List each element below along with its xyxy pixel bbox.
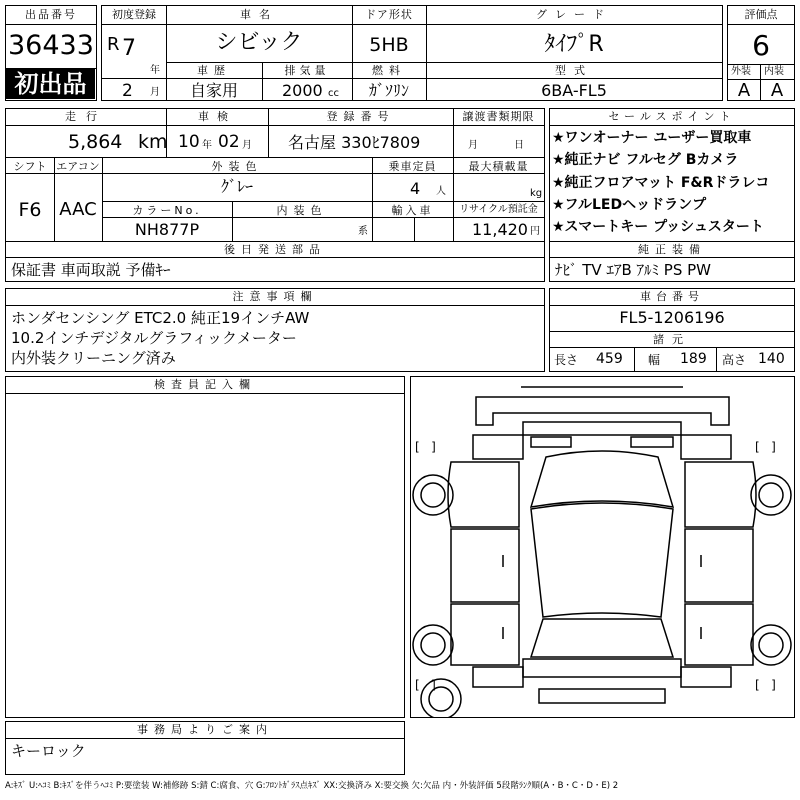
inspection-year-suffix: 年	[202, 140, 212, 151]
recycle-unit: 円	[530, 226, 540, 237]
fuel-label: 燃料	[372, 64, 406, 77]
year-suffix: 年	[150, 65, 160, 76]
score-box	[727, 5, 795, 101]
int-color-label: 内装色	[276, 204, 328, 217]
notes-line-1: ホンダセンシング ETC2.0 純正19インチAW	[11, 309, 310, 327]
parts-value: 保証書 車両取説 予備ｷｰ	[11, 261, 171, 279]
int-color-unit: 系	[358, 226, 368, 237]
capacity-value: 4	[410, 179, 421, 198]
sales-item-5: ★スマートキー プッシュスタート	[552, 219, 764, 235]
ac-label: エアコン	[56, 160, 100, 173]
inspector-box	[5, 376, 405, 718]
chassis-box	[549, 288, 795, 372]
displacement-label: 排気量	[284, 64, 330, 77]
office-label: 事務局よりご案内	[137, 723, 273, 736]
inspection-month-suffix: 月	[242, 140, 252, 151]
ac-value: AAC	[59, 199, 97, 220]
capacity-label: 乗車定員	[388, 160, 437, 173]
bracket-mark: [ ]	[415, 678, 436, 692]
first-reg-label: 初度登録	[112, 8, 156, 21]
door-label: ドア形状	[365, 8, 413, 21]
load-unit: kg	[530, 188, 543, 199]
lot-number: 36433	[8, 30, 94, 61]
displacement-unit: cc	[328, 88, 339, 99]
inspector-label: 検査員記入欄	[154, 378, 256, 391]
interior-label: 内装	[764, 66, 784, 77]
detail-block	[5, 108, 545, 282]
notes-line-3: 内外装クリーニング済み	[11, 349, 176, 367]
inspection-label: 車検	[198, 110, 236, 123]
sales-label: セールスポイント	[608, 110, 736, 123]
sales-item-2: ★純正ナビ フルセグ Bカメラ	[552, 152, 739, 168]
length-value: 459	[596, 351, 623, 367]
history-label: 車歴	[197, 64, 231, 77]
transfer-day: 日	[514, 140, 524, 151]
displacement-value: 2000	[282, 81, 323, 100]
notes-label: 注意事項欄	[232, 290, 318, 303]
length-label: 長さ	[554, 353, 579, 367]
chassis-value: FL5-1206196	[619, 308, 725, 327]
ext-color-value: ｸﾞﾚｰ	[220, 177, 253, 196]
office-value: キーロック	[11, 742, 86, 760]
recycle-label: リサイクル預託金	[459, 204, 538, 215]
mileage-unit: km	[138, 131, 168, 153]
transfer-month: 月	[468, 140, 478, 151]
era-letter: R	[107, 34, 120, 55]
grade-label: グレード	[536, 8, 612, 21]
vehicle-summary	[101, 5, 723, 101]
first-listing-badge: 初出品	[6, 69, 95, 99]
inspection-month: 02	[218, 132, 240, 152]
lot-label: 出品番号	[25, 8, 77, 21]
equip-label: 純正装備	[638, 243, 706, 256]
notes-line-2: 10.2インチデジタルグラフィックメーター	[11, 329, 297, 347]
ext-color-label: 外装色	[211, 160, 263, 173]
color-no-value: NH877P	[134, 220, 200, 239]
sales-item-1: ★ワンオーナー ユーザー買取車	[552, 130, 752, 146]
bracket-mark: [ ]	[755, 678, 776, 692]
notes-box	[5, 288, 545, 372]
history-value: 自家用	[189, 81, 238, 100]
equip-value: ﾅﾋﾞ TV ｴｱB ｱﾙﾐ PS PW	[555, 261, 711, 279]
capacity-unit: 人	[436, 186, 446, 197]
door-value: 5HB	[369, 34, 409, 56]
shift-value: F6	[18, 199, 42, 221]
grade-value: ﾀｲﾌﾟR	[544, 32, 604, 57]
mileage-value: 5,864	[68, 131, 123, 153]
legend-text: A:ｷｽﾞ U:ﾍｺﾐ B:ｷｽﾞを伴うﾍｺﾐ P:要塗装 W:補修跡 S:錆 C:腐食、穴 G:ﾌﾛﾝﾄｶﾞﾗｽ点ｷｽﾞ XX:交換済み X:要交換 欠:欠品 内・外装評価 5段階ﾗﾝｸ順(A・B・C・D・E) 2	[5, 781, 619, 791]
model-label: 型式	[555, 64, 593, 77]
sales-item-4: ★フルLEDヘッドランプ	[552, 197, 707, 213]
month-value: 2	[122, 81, 133, 101]
transfer-label: 譲渡書類期限	[462, 110, 535, 123]
inspection-year: 10	[178, 132, 200, 152]
parts-label: 後日発送部品	[224, 243, 326, 256]
exterior-label: 外装	[731, 66, 751, 77]
month-suffix: 月	[150, 87, 160, 98]
reg-label: 登録番号	[326, 110, 395, 123]
width-label: 幅	[648, 353, 661, 367]
sales-points	[549, 108, 795, 282]
model-value: 6BA-FL5	[541, 81, 607, 100]
import-label: 輸入車	[391, 204, 434, 217]
mileage-label: 走行	[65, 110, 107, 123]
recycle-value: 11,420	[472, 220, 528, 239]
car-diagram-box	[410, 376, 795, 718]
fuel-value: ｶﾞｿﾘﾝ	[368, 81, 409, 100]
color-no-label: カラーNo.	[132, 204, 202, 217]
era-year: 7	[122, 36, 136, 61]
lot-box	[5, 5, 97, 101]
score-label: 評価点	[744, 8, 778, 21]
bracket-mark: [ ]	[415, 440, 436, 454]
office-box	[5, 721, 405, 775]
sales-item-3: ★純正フロアマット F&Rドラレコ	[552, 175, 770, 191]
car-name: シビック	[215, 30, 303, 55]
chassis-label: 車台番号	[640, 290, 704, 303]
bracket-mark: [ ]	[755, 440, 776, 454]
exterior-score: A	[737, 80, 751, 101]
score-value: 6	[752, 29, 770, 62]
width-value: 189	[680, 351, 707, 367]
car-body-diagram	[411, 377, 793, 717]
shift-label: シフト	[13, 160, 47, 173]
car-name-label: 車名	[240, 8, 278, 21]
height-label: 高さ	[722, 353, 747, 367]
reg-value: 名古屋 330ﾋ7809	[288, 133, 421, 152]
interior-score: A	[770, 80, 784, 101]
height-value: 140	[758, 351, 785, 367]
load-label: 最大積載量	[468, 160, 529, 173]
dims-label: 諸元	[653, 333, 691, 346]
